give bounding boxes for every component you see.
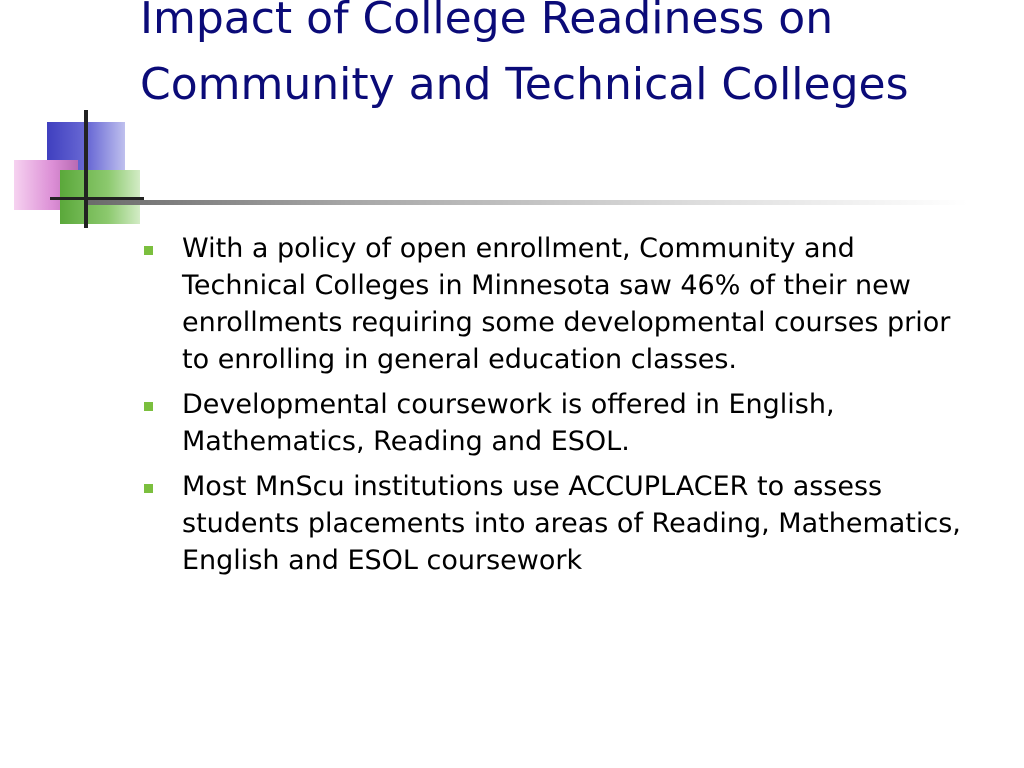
bullet-list xyxy=(140,230,980,587)
bullet-text: With a policy of open enrollment, Community and Technical Colleges in Minnesota saw 46% of their new enrollments requiring some developmental courses prior to enrolling in general education classes. xyxy=(182,233,951,375)
bullet-item xyxy=(140,230,980,378)
bullet-item xyxy=(140,386,980,460)
title-divider xyxy=(88,200,968,205)
vertical-crossline xyxy=(84,110,88,228)
bullet-text: Most MnScu institutions use ACCUPLACER to assess students placements into areas of Reading, Mathematics, English and ESOL coursework xyxy=(182,471,961,576)
slide-logo-icon xyxy=(0,100,150,240)
square-bullet-icon xyxy=(144,484,153,493)
slide-title: Impact of College Readiness on Community and Technical Colleges xyxy=(140,0,909,110)
bullet-item xyxy=(140,468,980,579)
square-bullet-icon xyxy=(144,402,153,411)
bullet-text: Developmental coursework is offered in English, Mathematics, Reading and ESOL. xyxy=(182,389,835,457)
square-bullet-icon xyxy=(144,246,153,255)
